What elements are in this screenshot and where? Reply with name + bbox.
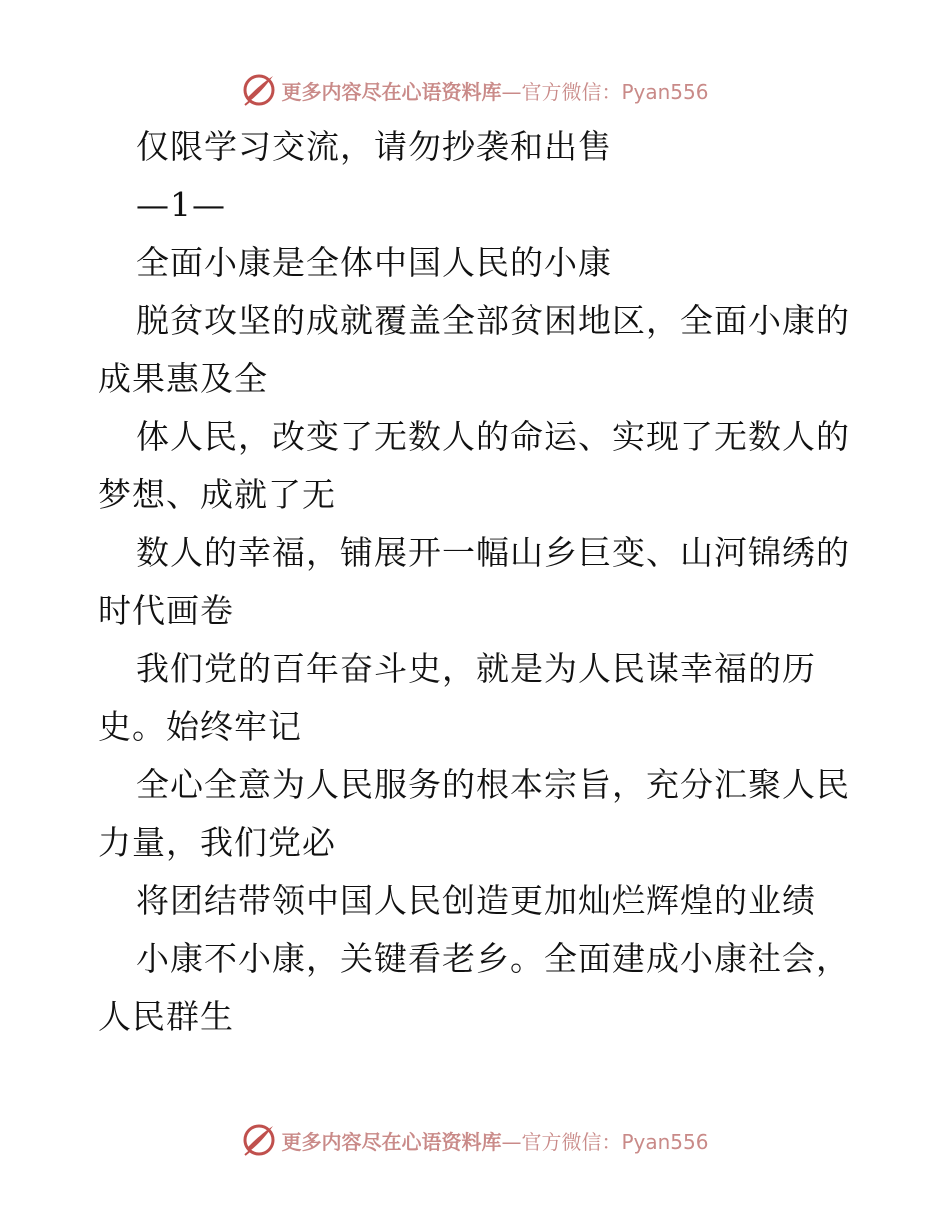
footer-watermark (0, 1120, 950, 1160)
text-line: 时代画卷 (98, 591, 234, 630)
text-line: 我们党的百年奋斗史，就是为人民谋幸福的历 (136, 649, 816, 688)
feather-logo-icon (241, 72, 277, 108)
header-watermark (0, 70, 950, 110)
watermark-text: 更多内容尽在心语资料库—官方微信：Pyan556 (281, 1129, 709, 1154)
text-line: 史。始终牢记 (98, 707, 302, 746)
text-line: 全心全意为人民服务的根本宗旨，充分汇聚人民 (136, 765, 850, 804)
watermark-text: 更多内容尽在心语资料库—官方微信：Pyan556 (281, 79, 709, 104)
text-line: 成果惠及全 (98, 359, 268, 398)
text-line: 将团结带领中国人民创造更加灿烂辉煌的业绩 (136, 881, 816, 920)
text-line: 人民群生 (98, 997, 234, 1036)
document-body (98, 118, 858, 1046)
text-line: 体人民，改变了无数人的命运、实现了无数人的 (136, 417, 850, 456)
page-number-line: —1— (136, 185, 226, 224)
section-heading: 全面小康是全体中国人民的小康 (136, 243, 612, 282)
text-line: 小康不小康，关键看老乡。全面建成小康社会， (136, 939, 850, 978)
text-line: 数人的幸福，铺展开一幅山乡巨变、山河锦绣的 (136, 533, 850, 572)
text-line: 力量，我们党必 (98, 823, 336, 862)
feather-logo-icon (241, 1122, 277, 1158)
text-line: 脱贫攻坚的成就覆盖全部贫困地区，全面小康的 (136, 301, 850, 340)
text-line: 梦想、成就了无 (98, 475, 336, 514)
text-line: 仅限学习交流，请勿抄袭和出售 (136, 127, 612, 166)
